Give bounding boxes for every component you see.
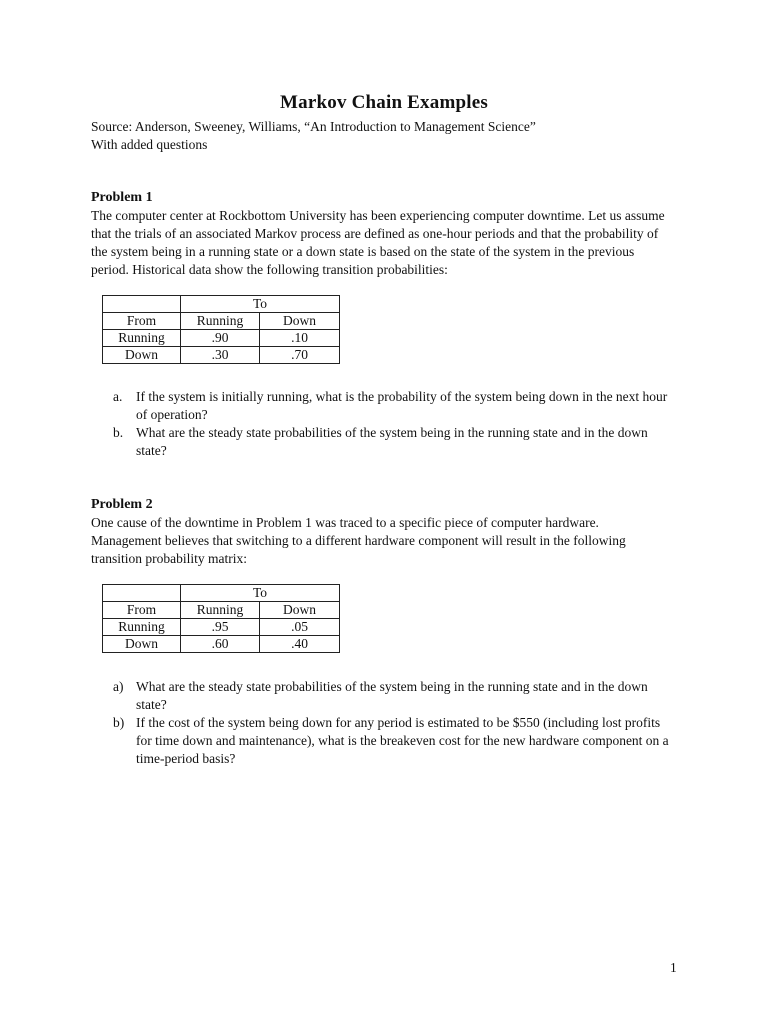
row-state-label: Running [103, 619, 181, 636]
from-label: From [103, 313, 181, 330]
table-subheader-row [103, 602, 340, 619]
added-questions-line: With added questions [91, 137, 208, 152]
list-marker: b. [113, 425, 124, 440]
row-state-label: Running [103, 330, 181, 347]
question-text: What are the steady state probabilities of the system being in the running state and in the down state? [136, 679, 648, 712]
list-item [113, 424, 673, 460]
table-row [103, 330, 340, 347]
problem2-transition-table [102, 584, 340, 653]
cell-value: .40 [260, 636, 340, 653]
list-marker: b) [113, 715, 125, 730]
problem2-text: One cause of the downtime in Problem 1 was traced to a specific piece of computer hardware. Management believes that switching to a different hardware component will result in the following transition probability matrix: [91, 515, 626, 566]
cell-value: .60 [181, 636, 260, 653]
question-text: If the system is initially running, what is the probability of the system being down in the next hour of operation? [136, 389, 668, 422]
col-running-label: Running [181, 602, 260, 619]
list-item [113, 678, 673, 714]
col-running-label: Running [181, 313, 260, 330]
to-label: To [181, 585, 340, 602]
list-marker: a. [113, 389, 123, 404]
problem1-transition-table [102, 295, 340, 364]
problem2-heading: Problem 2 [91, 497, 153, 512]
table-header-row [103, 296, 340, 313]
cell-value: .90 [181, 330, 260, 347]
to-label: To [181, 296, 340, 313]
source-line: Source: Anderson, Sweeney, Williams, “An Introduction to Management Science” [91, 119, 536, 134]
problem1-heading: Problem 1 [91, 190, 153, 205]
from-label: From [103, 602, 181, 619]
cell-value: .30 [181, 347, 260, 364]
table-header-row [103, 585, 340, 602]
problem2-questions [113, 678, 673, 768]
cell-value: .05 [260, 619, 340, 636]
page-number: 1 [670, 960, 677, 975]
page-title: Markov Chain Examples [280, 92, 488, 113]
problem1-questions [113, 388, 673, 460]
table-subheader-row [103, 313, 340, 330]
row-state-label: Down [103, 636, 181, 653]
col-down-label: Down [260, 313, 340, 330]
list-item [113, 714, 673, 768]
col-down-label: Down [260, 602, 340, 619]
cell-value: .70 [260, 347, 340, 364]
table-corner-cell [103, 585, 181, 602]
cell-value: .95 [181, 619, 260, 636]
list-marker: a) [113, 679, 124, 694]
table-row [103, 636, 340, 653]
question-text: If the cost of the system being down for any period is estimated to be $550 (including lost profits for time down and maintenance), what is the breakeven cost for the new hardware component on a time-period basis? [136, 715, 669, 766]
list-item [113, 388, 673, 424]
table-row [103, 347, 340, 364]
row-state-label: Down [103, 347, 181, 364]
cell-value: .10 [260, 330, 340, 347]
question-text: What are the steady state probabilities of the system being in the running state and in the down state? [136, 425, 648, 458]
table-corner-cell [103, 296, 181, 313]
table-row [103, 619, 340, 636]
problem1-text: The computer center at Rockbottom University has been experiencing computer downtime. Let us assume that the trials of an associated Markov process are defined as one-hour periods and that the probability of the system being in a running state or a down state is based on the state of the system in the previous period. Historical data show the following transition probabilities: [91, 208, 665, 277]
